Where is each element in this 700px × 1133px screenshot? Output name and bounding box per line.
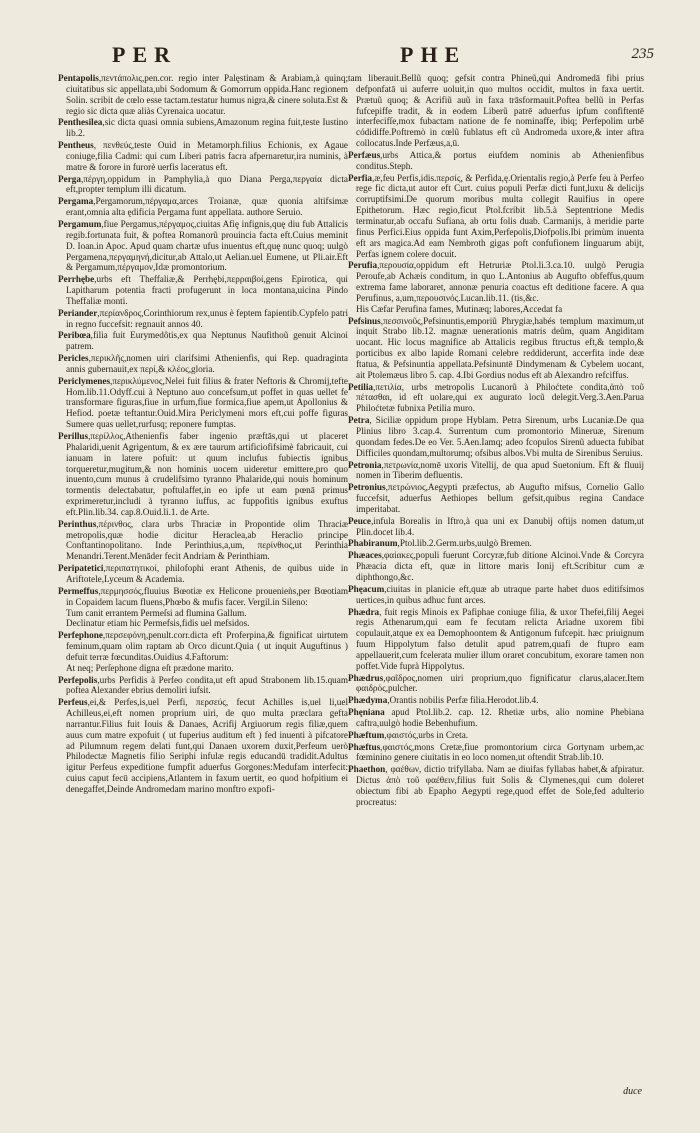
entry-text: ,φαῖδρος,nomen uiri proprium,quo fignificatur clarus,alacer.Item φαιδρός,pulcher.	[356, 672, 644, 694]
entry-text: ,περσεφόνη,penult.corr.dicta eft Proferpina,& fignificat uirtutem feminum,quam olim raptam ab Orco dicunt.Quia ( ut inquit Auguftinus ) defuit terræ fœcunditas.Ouidius 4.Faftorum: At neq; Perſephone digna eſt prædone marito.	[66, 630, 348, 673]
entry-text: apud Ptol.lib.2. cap. 12. Rhetiæ urbs, alio nomine Phebiana caftra,uulgò hodie Bebenhufium.	[356, 707, 644, 728]
entry-headword: Peribœa	[58, 330, 91, 341]
entry-text: ,filia fuit Eurymedôtis,ex qua Neptunus Naufithoũ genuit Alcinoi patrem.	[66, 330, 348, 352]
entry-headword: Peuce	[348, 515, 371, 526]
dictionary-entry	[58, 586, 348, 629]
entry-text: ,περικλῆς,nomen uiri clarifsimi Athenienfis, qui Rep. quadraginta annis gubernauit,ex περί,& κλέος,gloria.	[66, 353, 348, 374]
entry-text: ,Orantis nobilis Perfæ filia.Herodot.lib.4.	[387, 695, 539, 706]
entry-text: ,πετιλία, urbs metropolis Lucanorũ à Philoćtete condita,ἀπὸ τοῦ πέτασθαι, id eft uolare,qui ex augurato locũ delegit.Verg.3.Aen.Parua Philoćtetæ fubnixa Petilia muro.	[356, 381, 644, 414]
entry-headword: Pergama	[58, 196, 94, 207]
page-number: 235	[631, 46, 654, 62]
dictionary-entry	[58, 308, 348, 330]
entry-headword: Pefsinus	[348, 315, 381, 326]
entry-text: ,urbs eft Theffaliæ,& Perrhębi,περραιβοί,gens Epirotica, qui Lapitharum potentia fracti profugerunt in loca montana,uicina Pindo Theffaliæ monti.	[66, 274, 348, 306]
dictionary-entry	[58, 196, 348, 218]
entry-text: ,φαιστός,urbs in Creta.	[384, 729, 469, 740]
entry-headword: Petilia	[348, 381, 374, 392]
entry-headword: Petronius	[348, 482, 386, 493]
dictionary-entry	[348, 150, 644, 172]
entry-text: ,urbs Perfidis à Perfeo condita,ut eft apud Strabonem lib.15.quam poftea Alexander ebrius demoliri iufsit.	[66, 674, 348, 696]
dictionary-entry	[348, 730, 644, 741]
dictionary-entry	[58, 274, 348, 307]
catchword: duce	[623, 1086, 642, 1097]
entry-headword: Permeffus	[58, 585, 99, 596]
entry-headword: Phabiranum	[348, 538, 398, 549]
page-header	[0, 42, 700, 72]
dictionary-entry	[58, 353, 348, 375]
dictionary-entry	[58, 140, 348, 173]
entry-headword: Perfephone	[58, 630, 103, 641]
entry-text: ,infula Borealis in Iftro,à qua uni ex Danubij oftijs nomen datum,ut Plin.docet lib.4.	[356, 515, 644, 537]
entry-text: , Siciliæ oppidum prope Hyblam. Petra Sirenum, urbs Lucaniæ.De qua Plinius libro 3.cap.4. Surrentum cum promontorio Mineruæ, Sirenum quondam fedes.De eo Ver. 5.Aen.Iamq; adeo fcopulos Sirenũ aduecta fubibat Difficiles quondam,multorumq; ofsibus albos.Vbi multa de Sirenibus Seruius.	[356, 415, 644, 458]
right-column	[348, 73, 644, 809]
dictionary-entry	[58, 431, 348, 518]
dictionary-entry	[58, 376, 348, 430]
entry-text: ,πεσσινοῦς,Pefsinuntis,emporiũ Phrygiæ,habés templum maximum,ut inquit Strabo lib.12. magnæ uenerationis matris deûm, quam Angiditam uocant. Hic locus magnifice ab Attalicis regibus ftructus eft,& templo,& porticibus ex albo lapide Romani celebre reddiderunt, accerfita inde deæ ftatua, & Pefsinuntia appellata.Pefsinuntē Dindymenam & Cybelem uocant, ait Ptolemæus libro 5. cap. 4.Ibi Gordius nodus eft ab Alexandro refciffus.	[356, 315, 644, 380]
dictionary-entry	[348, 584, 644, 606]
entry-headword: Peripatetici	[58, 563, 104, 574]
dictionary-entry	[58, 117, 348, 139]
entry-headword: Phædyma	[348, 695, 388, 706]
dictionary-entry	[348, 415, 644, 458]
entry-text: ,περίανδρος,Corinthiorum rex,unus è feptem fapientib.Cypfelo patri in regno fuccefsit: regnauit annos 40.	[66, 307, 348, 329]
entry-text: ,περμησσός,fluuius Bœotiæ ex Helicone prouenieǹs,per Bœotiam in Copaidem lacum fluens,Phœbo & mufis facer. Vergil.in Sileno: Tum canit errantem Permeſsi ad flumina Gallum. Declinatur etiam hic Permefsis,fidis uel mefsidos.	[66, 585, 348, 629]
entry-text: ,περιπατητικοί, philofophi erant Athenis, de quibus uide in Ariftotele,Lyceum & Academia.	[66, 563, 348, 584]
entry-headword: Petra	[348, 415, 370, 426]
entry-text: ,æ,feu Perfis,idis.περσίς, & Perfida,ę.Orientalis regio,à Perfe feu à Perfeo rege fic dicta,ut autor eft Curt. cuius populi Perfæ dicti funt,luxu & delicijs corruptifsimi.De quorum moribus multa collegit Rauifius in opere Epithetorum. Hæc regio,ficut Ptol.fcribit lib.5.à Septentrione Medis terminatur,ab occafu Sufiana, ab ortu folis duab. Carmanijs, à meridie parte finus Perfici.Eius oppida funt Axim,Perfepolis,Diofpolis.Ibi primùm inuenta eft ars magica.Ad eam Nembroth gigas poft confufionem linguarum abijt, Perfas ignem colere docuit.	[356, 172, 644, 259]
entry-headword: Perfæus	[348, 149, 381, 160]
entry-text: ,sic dicta quasi omnia subiens,Amazonum regina fuit,teste Iustino lib.2.	[66, 117, 348, 139]
dictionary-entry	[348, 516, 644, 538]
dictionary-entry	[348, 482, 644, 515]
entry-headword: Phęacum	[348, 583, 385, 594]
entry-headword: Pentapolis	[58, 73, 99, 83]
entry-text: ,περουσία,oppidum eft Hetruriæ Ptol.li.3.ca.10. uulgò Perugia Peroufe,ab Achæis conditum, in quo L.Antonius ab Augufto obfeffus,quum extrema fame laboraret, annonæ penuria coactus eft deditione facere. A qua Perufinus, a,um,περουσινός.Lucan.lib.11. (tis,&c. His Cæfar Perufina fames, Mutinæq; labores,Accedat fa	[356, 260, 644, 314]
entry-headword: Periander	[58, 307, 98, 318]
dictionary-entry	[348, 742, 644, 764]
entry-text: , φαέθων, dictio trifyllaba. Nam ae diuifas fyllabas habet,& afpiratur. Dictus ἀπὸ τοῦ φαέθειν,filius fuit Solis & Clymenes,qui cum doleret obiectum fibi ab Epapho Aegypti rege,quod effet de Sole,fed adulterio procreatus:	[356, 764, 644, 807]
dictionary-entry	[58, 563, 348, 585]
entry-text: ,πεντάπολις,pen.cor. regio inter Palęstinam & Arabiam,à quinq; ciuitatibus sic appellata,ubi Sodomum & Gomorrum oppida.Hanc regionem Solin. scribit de cœlo esse tactam.testatur humus nigra,& cinere soluta.Est & regio sic dicta quæ aliàs Cyrenaica uocatur.	[66, 73, 348, 116]
dictionary-entry	[348, 607, 644, 672]
entry-text: ,Pergamorum,πέργαμα,arces Troianæ, quæ quonia altifsimæ erant,omnia alta ędificia Pergama funt appellata. authore Seruio.	[66, 196, 348, 218]
dictionary-entry	[348, 173, 644, 260]
entry-headword: Phęniana	[348, 707, 385, 718]
entry-headword: Perinthus	[58, 518, 97, 529]
entry-headword: Phædrus	[348, 672, 384, 683]
entry-text: , πενθεύς,teste Ouid in Metamorph.filius Echionis, ex Agaue coniuge,filia Cadmi: qui cum Liberi patris facra afpernaretur,ira numinis, à matre & forore in furorè uerfis laceratus eft.	[66, 140, 348, 172]
dictionary-entry	[348, 550, 644, 583]
dictionary-entry	[58, 330, 348, 352]
dictionary-entry	[58, 219, 348, 273]
entry-text: ,περίλλος,Athenienfis faber ingenio præftās,qui ut placeret Phalaridi,uenit Agrigentum, & ex ære taurum artificiofifsimè fabricauit, cui ianuam in latere pofuit: ut quum inclufus fubiectis ignibus torqueretur,mugitum,& non hominis uocem uideretur emittere,pro quo inuento,cum munus à crudelifsimo tyranno Phalaride,qui nouis hominum tormentis delectabatur, poftulaffet,in eo ipfe ut eam pœnā primus exprimeretur,includi à tyranno iuffus, ac fuppofitis ignibus exuftus eft.Plin.lib.34. cap.8.Ouid.li.1. de Arte.	[66, 431, 348, 517]
entry-headword: Phæftum	[348, 729, 385, 740]
dictionary-entry	[348, 382, 644, 415]
left-column	[58, 73, 348, 796]
dictionary-entry	[348, 538, 644, 549]
entry-headword: Pergamum	[58, 218, 102, 229]
entry-headword: Phædra	[348, 606, 380, 617]
entry-headword: Phæftus	[348, 741, 381, 752]
entry-headword: Petronia	[348, 459, 382, 470]
dictionary-entry	[58, 675, 348, 697]
entry-text: ,πετρωνία,nomē uxoris Vitellij, de qua apud Suetonium. Eft & fluuij nomen in Tiberim defluentis.	[356, 459, 644, 481]
entry-text: ,urbs Attica,& portus eiufdem nominis ab Athenienfibus conditus.Steph.	[356, 149, 644, 171]
dictionary-entry	[58, 174, 348, 196]
entry-headword: Perfeus	[58, 697, 88, 708]
entry-headword: Phæaces	[348, 550, 382, 561]
dictionary-entry	[348, 73, 644, 149]
dictionary-entry	[348, 673, 644, 695]
entry-text: ,Ptol.lib.2.Germ.urbs,uulgò Bremen.	[397, 538, 532, 549]
running-head-right: PHE	[400, 42, 467, 67]
dictionary-entry	[58, 630, 348, 673]
entry-headword: Pentheus	[58, 140, 94, 151]
entry-headword: Pericles	[58, 353, 89, 364]
entry-headword: Perrhębe	[58, 274, 95, 285]
dictionary-entry	[58, 697, 348, 795]
dictionary-entry	[348, 707, 644, 729]
entry-text: ,fiue Pergamus,πέργαμος,ciuitas Afię infignis,quę diu fub Attalicis regib.fortunata fuit, & poftea Romanorũ prouincia facta eft.Cuius meminit D. Ioan.in Apoc. Apud quam chartæ ufus inuentus eft,quę nunc quoq; uulgò Pergamena,περγαμηνή,dicitur,ab Attalo,ut Aelian.uel Eumene, ut Pli.air.Eft & Pergamum,πέργαμον,Idæ promontorium.	[66, 218, 348, 273]
entry-headword: Penthesilea	[58, 117, 103, 128]
dictionary-entry	[348, 764, 644, 807]
entry-text: ,φαίακες,populi fuerunt Corcyræ,fub ditione Alcinoi.Vnde & Corcyra Phæacia dicta eft, quæ in littore maris Ionij eft.Scribitur cum æ diphthongo,&c.	[356, 550, 644, 582]
entry-text: ,πετρώνιος,Aegypti præfectus, ab Augufto mifsus, Cornelio Gallo fuccefsit, aduerfus Aethiopes bellum gefsit,quibus regina Candace imperitabat.	[356, 482, 644, 514]
entry-headword: Perfepolis	[58, 674, 98, 685]
entry-headword: Perga	[58, 173, 81, 184]
dictionary-entry	[348, 460, 644, 482]
dictionary-entry	[348, 695, 644, 706]
entry-text: ,ei,& Perfes,is,uel Perfi, περσεύς, fecut Achilles is,uel li,uel Achilleus,ei,eft nomen proprium uiri, de quo multa præclara gefta narrantur.Filius fuit Iouis & Danaes, Acrifij Argiuorum regis filiæ,quem auus cum matre expofuit ( ut fuperius auditum eft ) fed inuenti à pifcatore ad Pilumnum regem delati funt,qui Danaen uxorem duxit,Perfeum uerò Philodectæ Magnetis filio Seriphi infulæ regis educandū tradidit.Adultus igitur Perfeus expeditione fumpfit aduerfus Gorgones:Medufam interfecit: cuius caput fecū accipiens,Atlantem in faxum uertit, eo quod hofpitium ei denegaffet,Deinde Andromedam marino monftro expofi-	[66, 697, 348, 794]
entry-headword: Perfia	[348, 172, 372, 183]
entry-headword: Phaethon	[348, 764, 386, 775]
entry-headword: Perufia	[348, 260, 378, 271]
entry-headword: Periclymenes	[58, 375, 111, 386]
entry-text: ,περικλύμενος,Nelei fuit filius & frater Neftoris & Chromij,tefte Hom.lib.11.Odyff.cui à Neptuno auo concefsum,ut poffet in quas uellet fe transformare figuras,fiue in urfum,fiue formica,fiue apem,ut Apollonius & Hefiod. poetæ teftantur.Ouid.Mira Periclymeni mors eft,cui poffe figuras Sumere quas uellet,rurfusq; reponere fumptas.	[66, 375, 348, 430]
dictionary-entry	[58, 519, 348, 562]
entry-text: , fuit regis Minois ex Pafiphae coniuge filia, & uxor Thefei,filij Aegei regis Athenarum,qui eam fe fecutam relicta Ariadne uxorem fibi copulauit,atque ex ea Demophoontem & Antigonum fufcepit. hæc priuignum fuum Hippolytum falso detulit apud patrem,quafi de ftupro eam appellauerit,cum fcelerata mulier illum oraret concubitum, exorare tamen non poffet.Vide fuprà Hippolytus.	[356, 606, 644, 671]
entry-text: ,ciuitas in planicie eft,quæ ab utraque parte habet duos editifsimos uertices,in quibus adhuc funt arces.	[356, 583, 644, 605]
entry-headword: Perillus	[58, 431, 89, 441]
dictionary-entry	[348, 316, 644, 381]
entry-text: ,πέργη,oppidum in Pamphylia,à quo Diana Perga,περγαία dicta eft,propter templum illi dicatum.	[66, 173, 348, 195]
entry-text: ,πέρινθος, clara urbs Thraciæ in Propontide olim Thraciæ metropolis,quæ hodie dicitur Heraclea,ab Heraclio principe Conftantinopolitano. Inde Perinthius,a,um, περίνθιος,ut Perinthia Menandri.Terent.Menāder fecit Andriam & Perinthiam.	[66, 518, 348, 562]
dictionary-entry	[58, 73, 348, 116]
entry-text: tam liberauit.Bellũ quoq; gefsit contra Phineũ,qui Andromedā fibi prius defponfatā ui auferre uoluit,in quo multos occidit, multos in faxa uertit. Prætuũ quoq; & Acrifiũ auũ in faxa trāsformauit.Poftea bellũ in Perfas fufcepiffe tradit, & in eodem Liberũ patrē aduerfus ipfum confiftentē interfecifſe,mox fubactam natione de fe nominaffe, ibiq; Perfepolim urbē códidiffe.Poftremò in cœlũ fublatus eft cũ Andromeda uxore,& inter aftra collocatus.Inde Perfæus,a,ū.	[348, 73, 644, 149]
running-head-left: PER	[112, 42, 177, 67]
dictionary-entry	[348, 260, 644, 314]
entry-text: ,φαιστός,mons Cretæ,fiue promontorium circa Gortynam urbem,ac fœminino genere ciuitatis in eo loco nomen,ut oftendit Strab.lib.10.	[356, 741, 644, 763]
